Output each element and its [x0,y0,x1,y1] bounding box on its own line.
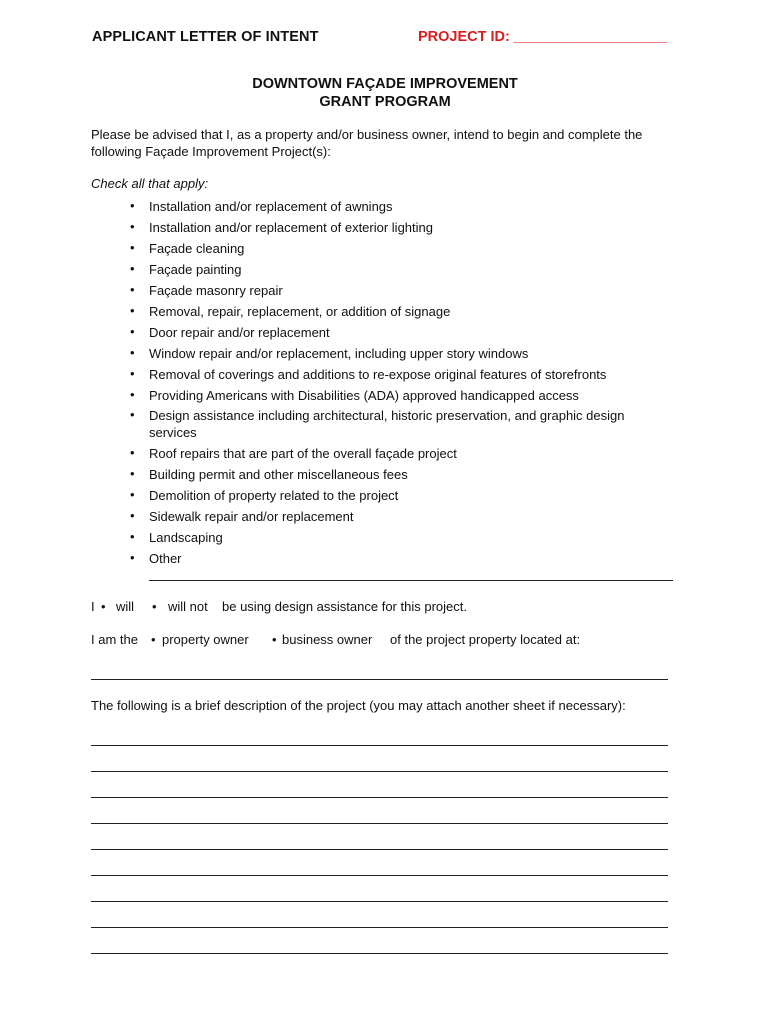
property-owner-bullet-icon[interactable]: • [151,632,156,647]
design-assistance-prefix: I [91,599,95,614]
description-line[interactable] [91,823,668,824]
checkbox-bullet-icon[interactable]: • [130,261,135,276]
option-label: Façade painting [149,262,242,277]
option-label: Removal of coverings and additions to re-expose original features of storefronts [149,367,607,382]
will-option-label[interactable]: will [116,599,135,614]
checkbox-bullet-icon[interactable]: • [130,508,135,523]
other-specify-line[interactable] [149,580,673,581]
description-line[interactable] [91,953,668,954]
option-label: Installation and/or replacement of exterior lighting [149,220,433,235]
will-not-option-label[interactable]: will not [168,599,208,614]
option-label: Removal, repair, replacement, or addition of signage [149,304,451,319]
description-label: The following is a brief description of the project (you may attach another sheet if necessary): [91,698,626,713]
option-label: Demolition of property related to the project [149,488,399,503]
checkbox-bullet-icon[interactable]: • [130,466,135,481]
option-label: Roof repairs that are part of the overall façade project [149,446,457,461]
description-line[interactable] [91,745,668,746]
checkbox-bullet-icon[interactable]: • [130,240,135,255]
checkbox-bullet-icon[interactable]: • [130,487,135,502]
design-assistance-suffix: be using design assistance for this project. [222,599,467,614]
option-label: Sidewalk repair and/or replacement [149,509,354,524]
checkbox-bullet-icon[interactable]: • [130,445,135,460]
checkbox-bullet-icon[interactable]: • [130,407,135,422]
property-address-line[interactable] [91,679,668,680]
description-line[interactable] [91,797,668,798]
option-label: Window repair and/or replacement, including upper story windows [149,346,529,361]
property-owner-option-label[interactable]: property owner [162,632,249,647]
program-title-line-2: GRANT PROGRAM [319,94,451,110]
checkbox-bullet-icon[interactable]: • [130,550,135,565]
check-all-instruction: Check all that apply: [91,176,209,191]
description-line[interactable] [91,849,668,850]
description-line[interactable] [91,875,668,876]
option-label: Landscaping [149,530,223,545]
description-line[interactable] [91,771,668,772]
program-title-line-1: DOWNTOWN FAÇADE IMPROVEMENT [252,76,518,92]
option-label: Other [149,551,182,566]
checkbox-bullet-icon[interactable]: • [130,529,135,544]
checkbox-bullet-icon[interactable]: • [130,366,135,381]
project-id-field[interactable]: PROJECT ID: ___________________ [418,29,668,45]
owner-type-suffix: of the project property located at: [390,632,581,647]
description-line[interactable] [91,927,668,928]
checkbox-bullet-icon[interactable]: • [130,219,135,234]
checkbox-bullet-icon[interactable]: • [130,198,135,213]
owner-type-prefix: I am the [91,632,138,647]
intro-paragraph: Please be advised that I, as a property and/or business owner, intend to begin and complete the following Façade Improvement Project(s): [91,127,643,159]
option-label: Providing Americans with Disabilities (ADA) approved handicapped access [149,388,579,403]
will-not-option-bullet-icon[interactable]: • [152,599,157,614]
business-owner-bullet-icon[interactable]: • [272,632,277,647]
description-line[interactable] [91,901,668,902]
option-label: Design assistance including architectural, historic preservation, and graphic design services [149,408,625,440]
checkbox-bullet-icon[interactable]: • [130,303,135,318]
checkbox-bullet-icon[interactable]: • [130,387,135,402]
option-label: Door repair and/or replacement [149,325,330,340]
checkbox-bullet-icon[interactable]: • [130,282,135,297]
option-label: Building permit and other miscellaneous fees [149,467,408,482]
option-label: Installation and/or replacement of awnings [149,199,393,214]
business-owner-option-label[interactable]: business owner [282,632,373,647]
program-title [0,75,770,111]
checkbox-bullet-icon[interactable]: • [130,324,135,339]
will-option-bullet-icon[interactable]: • [101,599,106,614]
option-label: Façade masonry repair [149,283,283,298]
checkbox-bullet-icon[interactable]: • [130,345,135,360]
option-label: Façade cleaning [149,241,245,256]
document-header-title: APPLICANT LETTER OF INTENT [92,29,319,45]
